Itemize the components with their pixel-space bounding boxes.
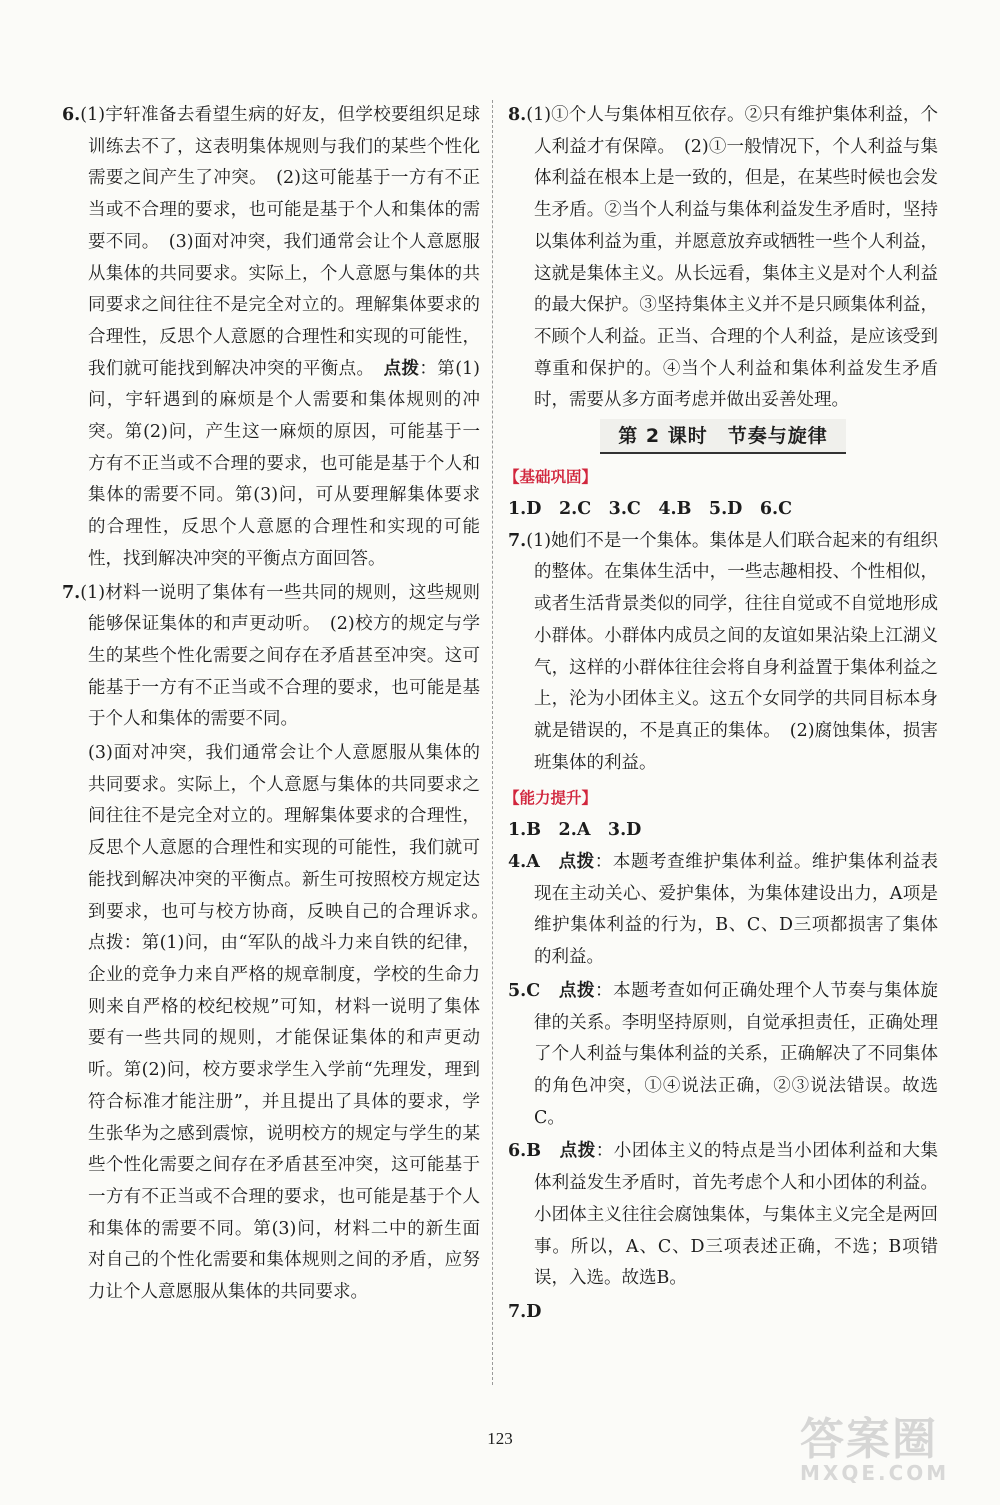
answer-4	[508, 847, 938, 974]
tip-label: 点拨	[383, 358, 420, 379]
watermark-url: MXQE.COM	[800, 1461, 950, 1485]
answer-number: 7.	[508, 1301, 527, 1322]
page-number: 123	[487, 1429, 513, 1448]
column-divider	[492, 100, 493, 1385]
answer-6b	[508, 1136, 938, 1295]
answer-choice: A	[526, 852, 559, 873]
tip-label: 点拨	[558, 852, 595, 873]
answer-number: 7.	[62, 582, 81, 603]
tip-text: ：小团体主义的特点是当小团体利益和大集体利益发生矛盾时，首先考虑个人和小团体的利益。小团体主义往往会腐蚀集体，与集体主义完全是两回事。所以，A、C、D三项表述正确，不选；B项错误，入选。故选B。	[534, 1141, 939, 1289]
tip-text: ：第(1)问，由“军队的战斗力来自铁的纪律，企业的竞争力来自严格的规章制度，学校的生命力则来自严格的校纪校规”可知，材料一说明了集体要有一些共同的规则，才能保证集体的和声更动听。第(2)问，校方要求学生入学前“先理发，理到符合标准才能注册”，并且提出了具体的要求，学生张华为之感到震惊，说明校方的规定与学生的某些个性化需要之间存在矛盾甚至冲突，这可能基于一方有不正当或不合理的要求，也可能是基于个人和集体的需要不同。第(3)问，材料二中的新生面对自己的个性化需要和集体规则之间的矛盾，应努力让个人意愿服从集体的共同要求。	[88, 933, 481, 1303]
answer-7c	[508, 1297, 938, 1329]
answer-choice: B	[526, 1141, 560, 1162]
answer-number: 5.	[508, 980, 527, 1001]
answer-5	[508, 976, 938, 1135]
lesson-title: 第 2 课时 节奏与旋律	[600, 419, 845, 454]
answer-number: 6.	[508, 1141, 527, 1162]
answer-number: 6.	[62, 105, 81, 125]
answer-choice: D	[526, 1301, 542, 1322]
answer-number: 7.	[508, 530, 527, 551]
answer-text: (1)她们不是一个集体。集体是人们联合起来的有组织的整体。在集体生活中，一些志趣相投、个性相似，或者生活背景类似的同学，往往自觉或不自觉地形成小群体。小群体内成员之间的友谊如果沾染上江湖义气，这样的小群体往往会将自身利益置于集体利益之上，沦为小团体主义。这五个女同学的共同目标本身就是错误的，不是真正的集体。 (2)腐蚀集体，损害班集体的利益。	[526, 530, 938, 773]
answer-7	[62, 578, 480, 737]
basic-answers: 1.D 2.C 3.C 4.B 5.D 6.C	[508, 499, 793, 520]
advanced-answers: 1.B 2.A 3.D	[508, 820, 642, 841]
answer-7b	[508, 526, 938, 780]
answer-7-part3	[62, 738, 498, 1309]
section-advanced: 【能力提升】	[504, 789, 598, 808]
answer-text: (1)宇轩准备去看望生病的好友，但学校要组织足球训练去不了，这表明集体规则与我们的某些个性化需要之间产生了冲突。 (2)这可能基于一方有不正当或不合理的要求，也可能是基于个人和集体的需要不同。 (3)面对冲突，我们通常会让个人意愿服从集体的共同要求。实际上，个人意愿与集体的共同要求之间往往不是完全对立的。理解集体要求的合理性，反思个人意愿的合理性和实现的可能性，我们就可能找到解决冲突的平衡点。	[80, 105, 480, 379]
answer-8	[508, 100, 938, 417]
tip-text: ：第(1)问，宇轩遇到的麻烦是个人需要和集体规则的冲突。第(2)问，产生这一麻烦的原因，可能基于一方有不正当或不合理的要求，也可能是基于个人和集体的需要不同。第(3)问，可从要理解集体要求的合理性，反思个人意愿的合理性和实现的可能性，找到解决冲突的平衡点方面回答。	[88, 358, 481, 569]
tip-label: 点拨	[88, 933, 124, 954]
answer-choice: C	[526, 980, 559, 1001]
answer-number: 4.	[508, 852, 527, 873]
right-column	[504, 100, 939, 1331]
watermark-text: 答案圈	[800, 1414, 938, 1465]
answer-6	[62, 100, 480, 576]
tip-text: ：本题考查如何正确处理个人节奏与集体旋律的关系。李明坚持原则，自觉承担责任，正确处理了个人利益与集体利益的关系，正确解决了不同集体的角色冲突，①④说法正确，②③说法错误。故选C。	[534, 980, 939, 1128]
answer-text: (3)面对冲突，我们通常会让个人意愿服从集体的共同要求。实际上，个人意愿与集体的共同要求之间往往不是完全对立的。理解集体要求的合理性，反思个人意愿的合理性和实现的可能性，我们就可能找到解决冲突的平衡点。新生可按照校方规定达到要求，也可与校方协商，反映自己的合理诉求。	[88, 743, 498, 922]
section-basic: 【基础巩固】	[504, 468, 598, 487]
answer-text: (1)材料一说明了集体有一些共同的规则，这些规则能够保证集体的和声更动听。 (2)校方的规定与学生的某些个性化需要之间存在矛盾甚至冲突。这可能基于一方有不正当或不合理的要求，也可能是基于个人和集体的需要不同。	[80, 582, 480, 730]
answer-number: 8.	[508, 105, 527, 125]
watermark-logo	[800, 1403, 970, 1483]
lesson-heading-wrap	[508, 419, 938, 454]
tip-text: ：本题考查维护集体利益。维护集体利益表现在主动关心、爱护集体，为集体建设出力，A项是维护集体利益的行为，B、C、D三项都损害了集体的利益。	[534, 852, 939, 968]
answer-text: (1)①个人与集体相互依存。②只有维护集体利益，个人利益才有保障。 (2)①一般情况下，个人利益与集体利益在根本上是一致的，但是，在某些时候也会发生矛盾。②当个人利益与集体利益发生矛盾时，坚持以集体利益为重，并愿意放弃或牺牲一些个人利益，这就是集体主义。从长远看，集体主义是对个人利益的最大保护。③坚持集体主义并不是只顾集体利益，不顾个人利益。正当、合理的个人利益，是应该受到尊重和保护的。④当个人利益和集体利益发生矛盾时，需要从多方面考虑并做出妥善处理。	[526, 105, 938, 411]
left-column	[62, 100, 498, 1309]
tip-label: 点拨	[558, 980, 596, 1001]
tip-label: 点拨	[559, 1141, 596, 1162]
